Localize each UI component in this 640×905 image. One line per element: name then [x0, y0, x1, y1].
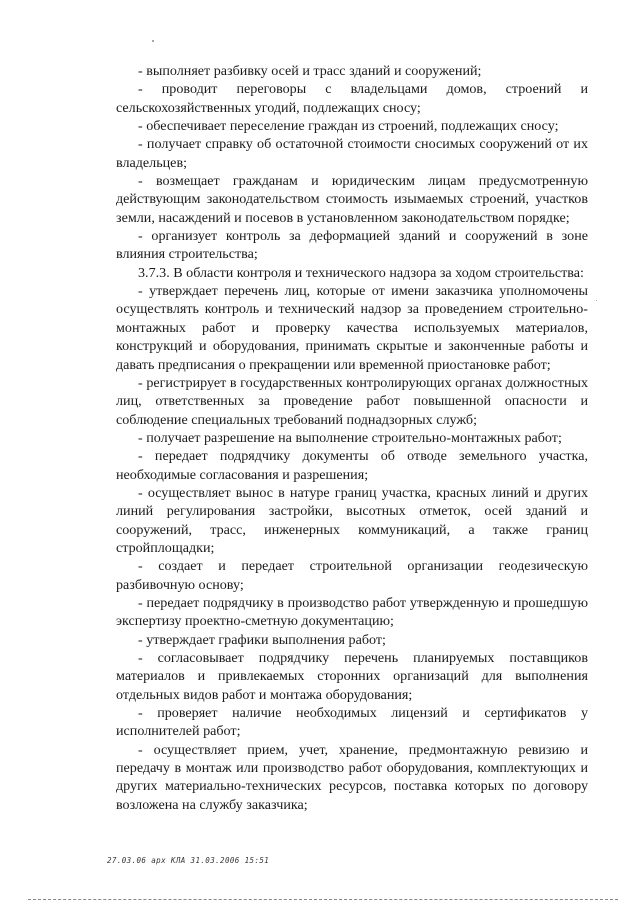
paragraph: - обеспечивает переселение граждан из строений, подлежащих сносу; [138, 118, 559, 135]
section-heading: 3.7.3. В области контроля и технического надзора за ходом строительства: [138, 264, 584, 281]
paragraph: - передает подрядчику документы об отводе земельного участка, необходимые согласования и разрешения; [116, 448, 588, 483]
paragraph: - осуществляет прием, учет, хранение, предмонтажную ревизию и передачу в монтаж или производство работ оборудования, комплектующих и других материально-технических ресурсов, поставка которых по договору возложена на службу заказчика; [116, 741, 588, 813]
paragraph: - получает разрешение на выполнение строительно-монтажных работ; [138, 429, 562, 446]
paragraph: - передает подрядчику в производство работ утвержденную и прошедшую экспертизу проектно-сметную документацию; [116, 594, 588, 630]
paragraph: - возмещает гражданам и юридическим лицам предусмотренную действующим законодательством стоимость изымаемых строений, участков земли, насаждений и посевов в установленном законодательством порядке; [116, 173, 588, 226]
paragraph: - согласовывает подрядчику перечень планируемых поставщиков материалов и привлекаемых сторонних организаций для выполнения отдельных видов работ и монтажа оборудования; [116, 650, 588, 703]
paragraph: - выполняет разбивку осей и трасс зданий и сооружений; [138, 63, 482, 79]
paragraph: - регистрирует в государственных контролирующих органах должностных лиц, ответственных за проведение работ повышенной опасности и соблюдение специальных требований поднадзорных служб; [116, 374, 588, 428]
scan-speck [152, 40, 154, 42]
scan-speck [596, 300, 597, 301]
paragraph: - утверждает графики выполнения работ; [138, 631, 386, 648]
paragraph: - организует контроль за деформацией зданий и сооружений в зоне влияния строительства; [116, 228, 588, 263]
paragraph: - проводит переговоры с владельцами домов, строений и сельскохозяйственных угодий, подлежащих сносу; [116, 81, 588, 116]
document-body [116, 62, 588, 814]
paragraph: - получает справку об остаточной стоимости сносимых сооружений от их владельцев; [116, 136, 588, 171]
paragraph: - утверждает перечень лиц, которые от имени заказчика уполномочены осуществлять контроль и технический надзор за проведением строительно-монтажных работ и проверку качества используемых материалов, конструкций и оборудования, принимать скрытые и законченные работы и давать предписания о прекращении или временной приостановке работ; [116, 283, 588, 373]
paragraph: - создает и передает строительной организации геодезическую разбивочную основу; [116, 558, 588, 593]
scan-edge-line [28, 899, 618, 900]
paragraph: - проверяет наличие необходимых лицензий и сертификатов у исполнителей работ; [116, 705, 588, 740]
footer-stamp: 27.03.06 арх КЛА 31.03.2006 15:51 [107, 856, 270, 865]
paragraph: - осуществляет вынос в натуре границ участка, красных линий и других линий регулирования застройки, высотных отметок, осей зданий и сооружений, трасс, инженерных коммуникаций, а также границ стройплощадки; [116, 484, 588, 556]
